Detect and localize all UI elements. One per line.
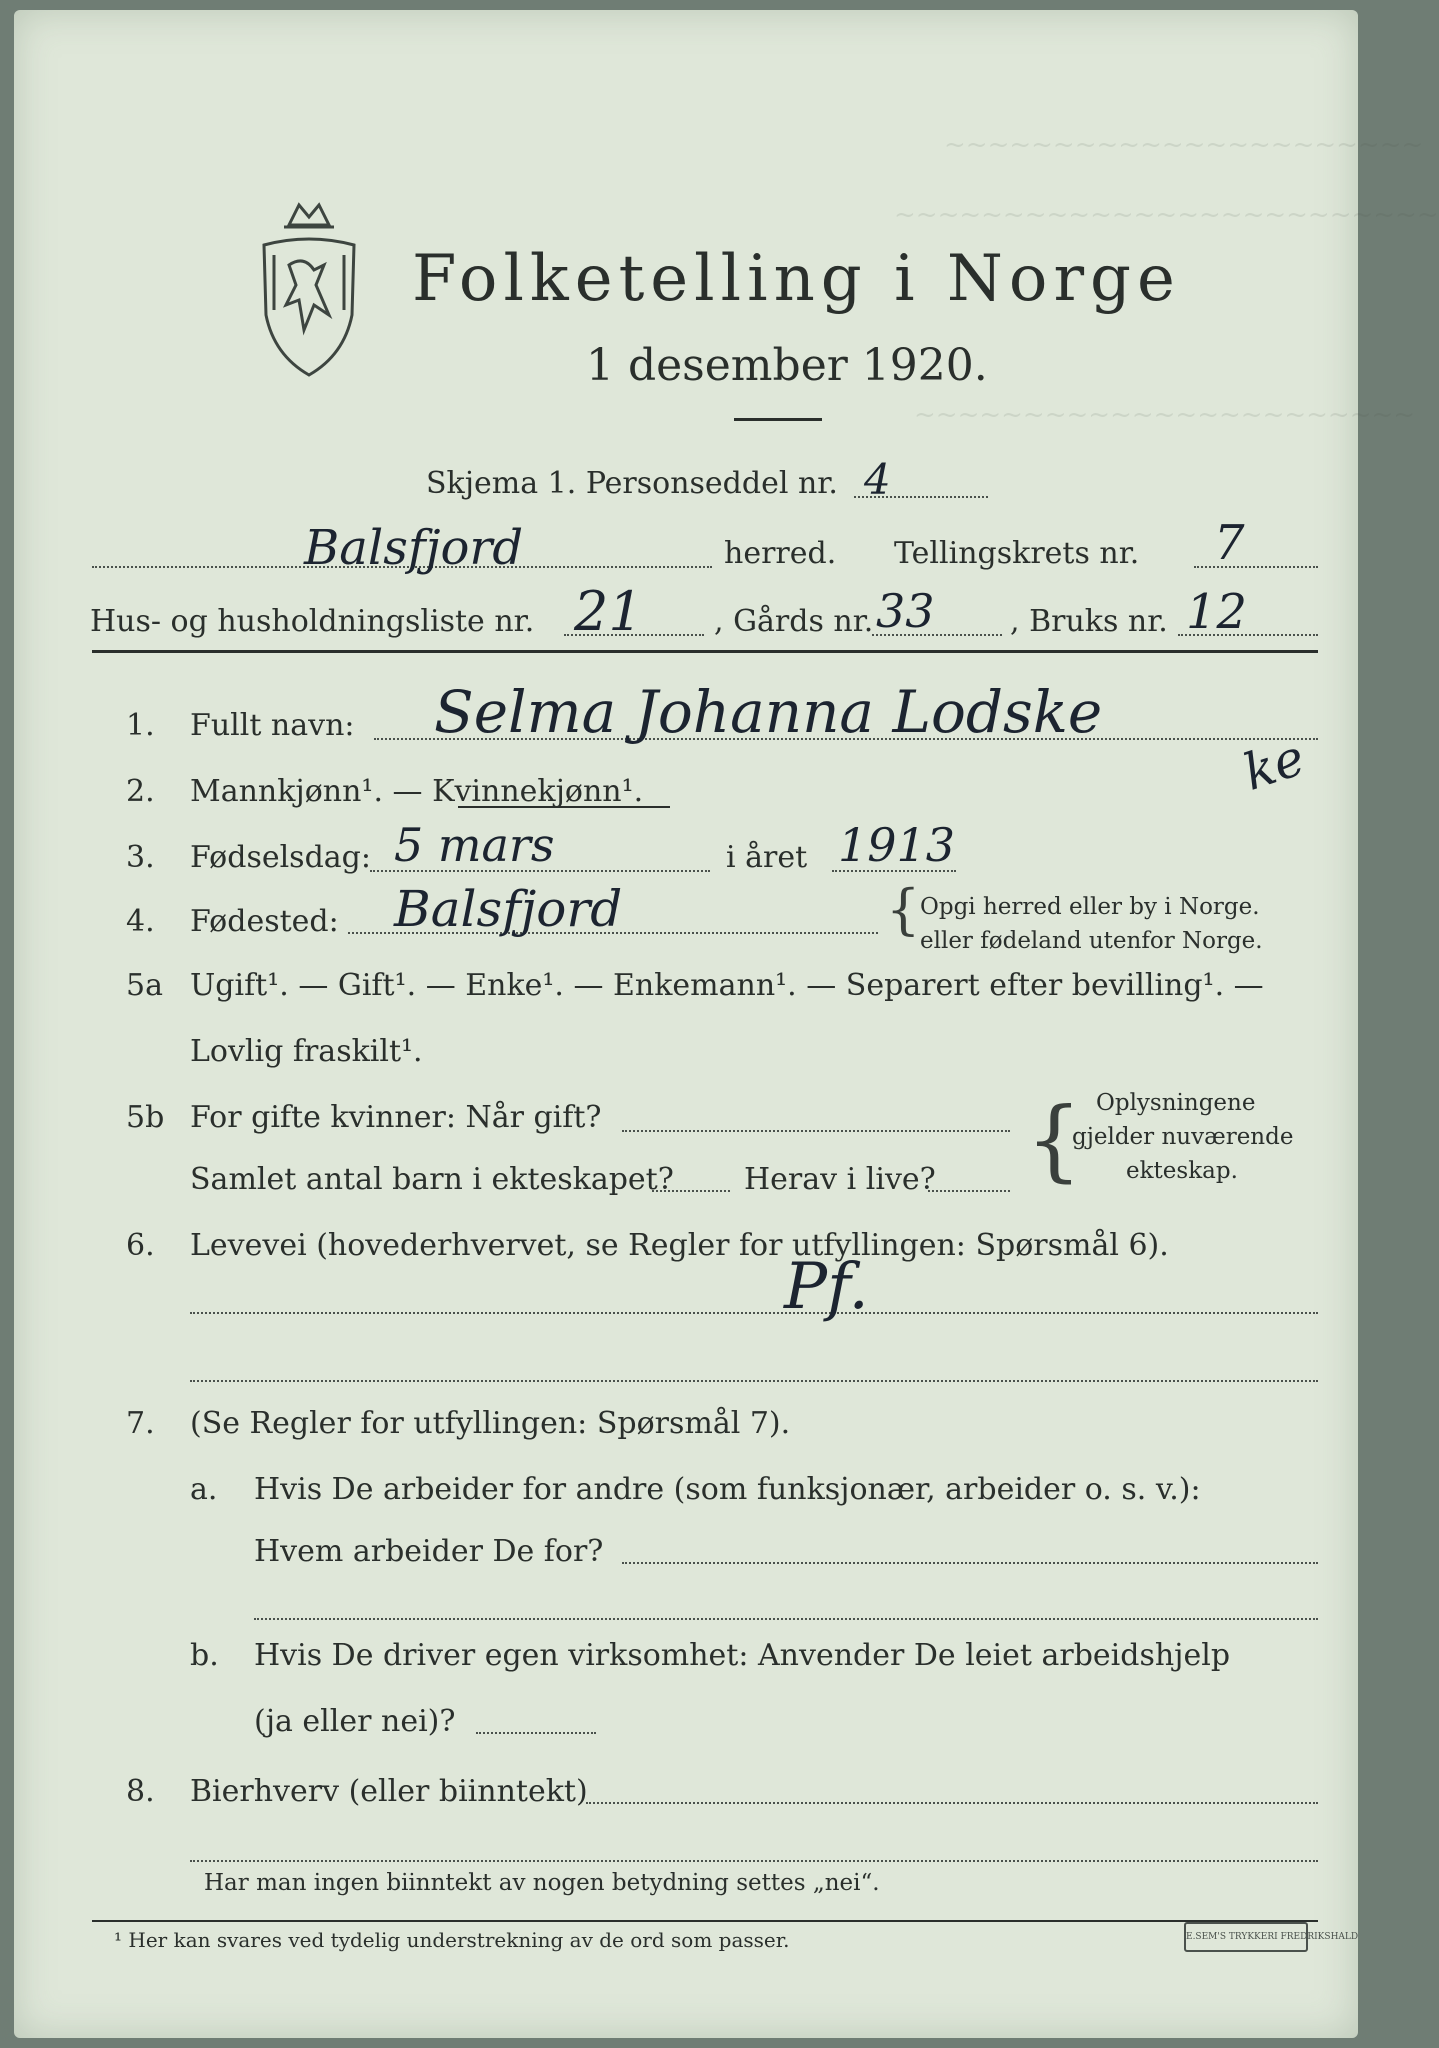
q5a-label-2: Lovlig fraskilt¹.	[190, 1034, 423, 1069]
q8-number: 8.	[126, 1774, 155, 1809]
q5a-label: Ugift¹. — Gift¹. — Enke¹. — Enkemann¹. — Separert efter bevilling¹. —	[190, 968, 1264, 1003]
gards-value: 33	[876, 584, 935, 638]
census-date: 1 desember 1920.	[586, 340, 988, 391]
q5b-brace: {	[1026, 1088, 1082, 1191]
q5b-note-2: gjelder nuværende	[1072, 1124, 1294, 1150]
coat-of-arms-icon	[244, 185, 374, 385]
q1-label: Fullt navn:	[190, 708, 355, 743]
q2-underline	[458, 806, 670, 808]
footer-rule	[92, 1920, 1318, 1922]
q5b-children-line	[652, 1190, 730, 1192]
q2-label: Mannkjønn¹. — Kvinnekjønn¹.	[190, 774, 644, 809]
bleed-through-text: ~~~~~~~~~~~~~~~~~~~~~~~	[914, 400, 1416, 430]
q8-line-2	[190, 1860, 1318, 1862]
census-form	[14, 10, 1439, 2038]
q1-value-overflow: ke	[1236, 728, 1312, 802]
q3-label: Fødselsdag:	[190, 840, 371, 875]
printer-stamp: E.SEM'S TRYKKERI FREDRIKSHALD	[1184, 1922, 1308, 1952]
q5b-label: For gifte kvinner: Når gift?	[190, 1100, 602, 1135]
q7a-letter: a.	[190, 1472, 218, 1507]
bleed-through-text: ~~~~~~~~~~~~~~~~~~~~~~~~~	[894, 200, 1439, 230]
herred-label: herred.	[724, 536, 837, 571]
bleed-through-text: ~~~~~~~~~~~~~~~~~~~~~~	[944, 130, 1424, 160]
q1-number: 1.	[126, 708, 155, 743]
q5b-number: 5b	[126, 1100, 165, 1135]
q7a-line-2	[254, 1618, 1318, 1620]
q7a-label: Hvis De arbeider for andre (som funksjonær, arbeider o. s. v.):	[254, 1472, 1201, 1507]
q4-value: Balsfjord	[394, 880, 623, 938]
q7b-line	[476, 1732, 596, 1734]
title-divider	[734, 418, 822, 421]
schema-label: Skjema 1. Personseddel nr.	[426, 466, 838, 501]
q7a-question: Hvem arbeider De for?	[254, 1534, 604, 1569]
q3-year-label: i året	[726, 840, 808, 875]
husholdningsliste-value: 21	[574, 580, 643, 643]
q5b-married-line	[622, 1130, 1010, 1132]
footnote: ¹ Her kan svares ved tydelig understrekning av de ord som passer.	[114, 1928, 790, 1952]
q7-number: 7.	[126, 1406, 155, 1441]
q5b-alive-line	[928, 1190, 1010, 1192]
q3-day-value: 5 mars	[394, 818, 555, 872]
tellingskrets-label: Tellingskrets nr.	[894, 536, 1140, 571]
q3-number: 3.	[126, 840, 155, 875]
q8-note: Har man ingen biinntekt av nogen betydning settes „nei“.	[204, 1870, 880, 1896]
form-title: Folketelling i Norge	[412, 242, 1181, 316]
q6-line-2	[190, 1380, 1318, 1382]
q6-line-1	[190, 1312, 1318, 1314]
q4-number: 4.	[126, 904, 155, 939]
gards-label: , Gårds nr.	[714, 604, 874, 639]
q4-note-2: eller fødeland utenfor Norge.	[920, 928, 1263, 954]
herred-value: Balsfjord	[304, 520, 524, 576]
q8-line-1	[586, 1802, 1318, 1804]
q6-label: Levevei (hovederhvervet, se Regler for utfyllingen: Spørsmål 6).	[190, 1228, 1169, 1263]
personseddel-value: 4	[864, 455, 891, 504]
bruks-label: , Bruks nr.	[1010, 604, 1168, 639]
husholdningsliste-label: Hus- og husholdningsliste nr.	[90, 604, 535, 639]
q7b-letter: b.	[190, 1638, 219, 1673]
q6-number: 6.	[126, 1228, 155, 1263]
q8-label: Bierhverv (eller biinntekt)	[190, 1774, 588, 1809]
q1-value: Selma Johanna Lodske	[434, 678, 1103, 746]
q4-note-1: Opgi herred eller by i Norge.	[920, 894, 1260, 920]
q5b-children-label: Samlet antal barn i ekteskapet?	[190, 1162, 674, 1197]
header-rule	[92, 650, 1318, 653]
q3-year-value: 1913	[838, 818, 956, 872]
q5b-alive-label: Herav i live?	[744, 1162, 936, 1197]
q4-label: Fødested:	[190, 904, 339, 939]
q4-brace: {	[886, 878, 921, 941]
q2-number: 2.	[126, 774, 155, 809]
bruks-value: 12	[1186, 584, 1248, 640]
q5b-note-3: ekteskap.	[1126, 1158, 1238, 1184]
q7b-label: Hvis De driver egen virksomhet: Anvender De leiet arbeidshjelp	[254, 1638, 1231, 1673]
q5b-note-1: Oplysningene	[1096, 1090, 1256, 1116]
q6-value: Pf.	[784, 1250, 869, 1324]
q7-label: (Se Regler for utfyllingen: Spørsmål 7).	[190, 1406, 791, 1441]
tellingskrets-value: 7	[1214, 515, 1245, 571]
q7b-question: (ja eller nei)?	[254, 1704, 456, 1739]
q5a-number: 5a	[126, 968, 163, 1003]
tellingskrets-line	[1194, 566, 1318, 568]
q7a-line-1	[622, 1562, 1318, 1564]
